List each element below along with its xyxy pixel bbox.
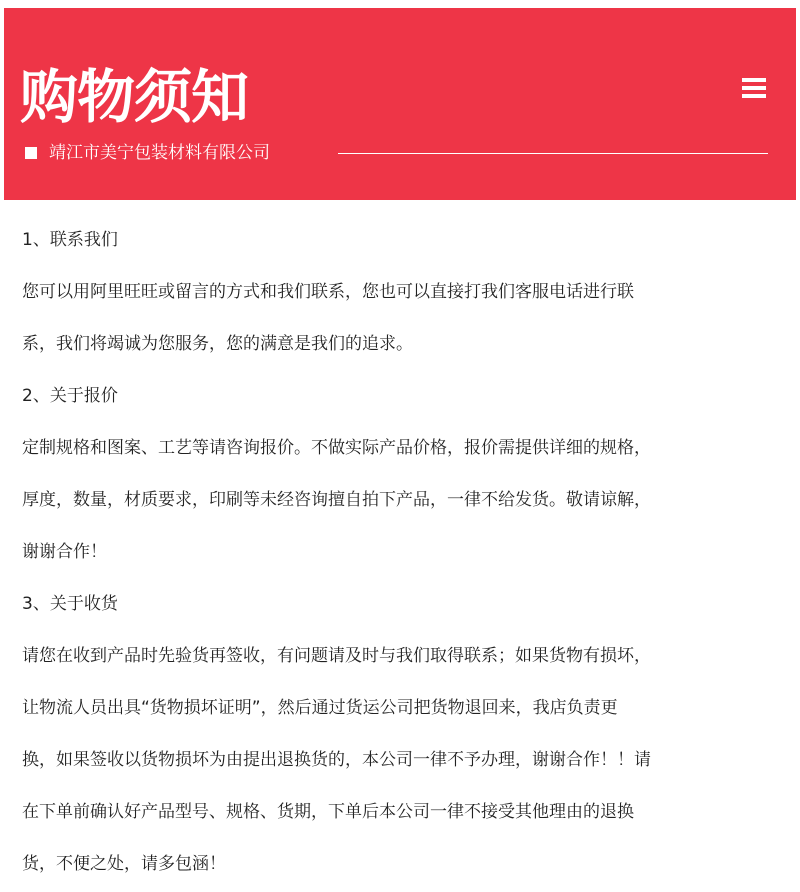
paragraph-line: 在下单前确认好产品型号、规格、货期，下单后本公司一律不接受其他理由的退换 <box>22 802 634 822</box>
menu-icon-bar-bottom <box>742 94 766 98</box>
paragraph-line: 让物流人员出具“货物损坏证明”，然后通过货运公司把货物退回来，我店负责更 <box>22 698 618 718</box>
divider-line <box>338 153 768 154</box>
paragraph-line: 厚度，数量，材质要求，印刷等未经咨询擅自拍下产品，一律不给发货。敬请谅解， <box>22 490 651 510</box>
menu-icon[interactable] <box>742 78 766 100</box>
paragraph-line: 换，如果签收以货物损坏为由提出退换货的，本公司一律不予办理，谢谢合作！！请 <box>22 750 651 770</box>
header-banner <box>4 8 796 200</box>
section-heading-contact: 1、联系我们 <box>22 230 118 250</box>
menu-icon-bar-middle <box>742 86 766 90</box>
paragraph-line: 系，我们将竭诚为您服务，您的满意是我们的追求。 <box>22 334 413 354</box>
section-heading-receipt: 3、关于收货 <box>22 594 118 614</box>
menu-icon-bar-top <box>742 78 766 82</box>
page-title: 购物须知 <box>20 63 249 131</box>
company-name: 靖江市美宁包装材料有限公司 <box>49 143 270 163</box>
paragraph-line: 货，不便之处，请多包涵！ <box>22 854 226 874</box>
company-square-icon <box>25 147 37 159</box>
notice-content <box>22 214 782 890</box>
paragraph-line: 请您在收到产品时先验货再签收，有问题请及时与我们取得联系；如果货物有损坏， <box>22 646 651 666</box>
paragraph-line: 您可以用阿里旺旺或留言的方式和我们联系，您也可以直接打我们客服电话进行联 <box>22 282 634 302</box>
paragraph-line: 谢谢合作！ <box>22 542 107 562</box>
section-heading-quote: 2、关于报价 <box>22 386 118 406</box>
paragraph-line: 定制规格和图案、工艺等请咨询报价。不做实际产品价格，报价需提供详细的规格， <box>22 438 651 458</box>
